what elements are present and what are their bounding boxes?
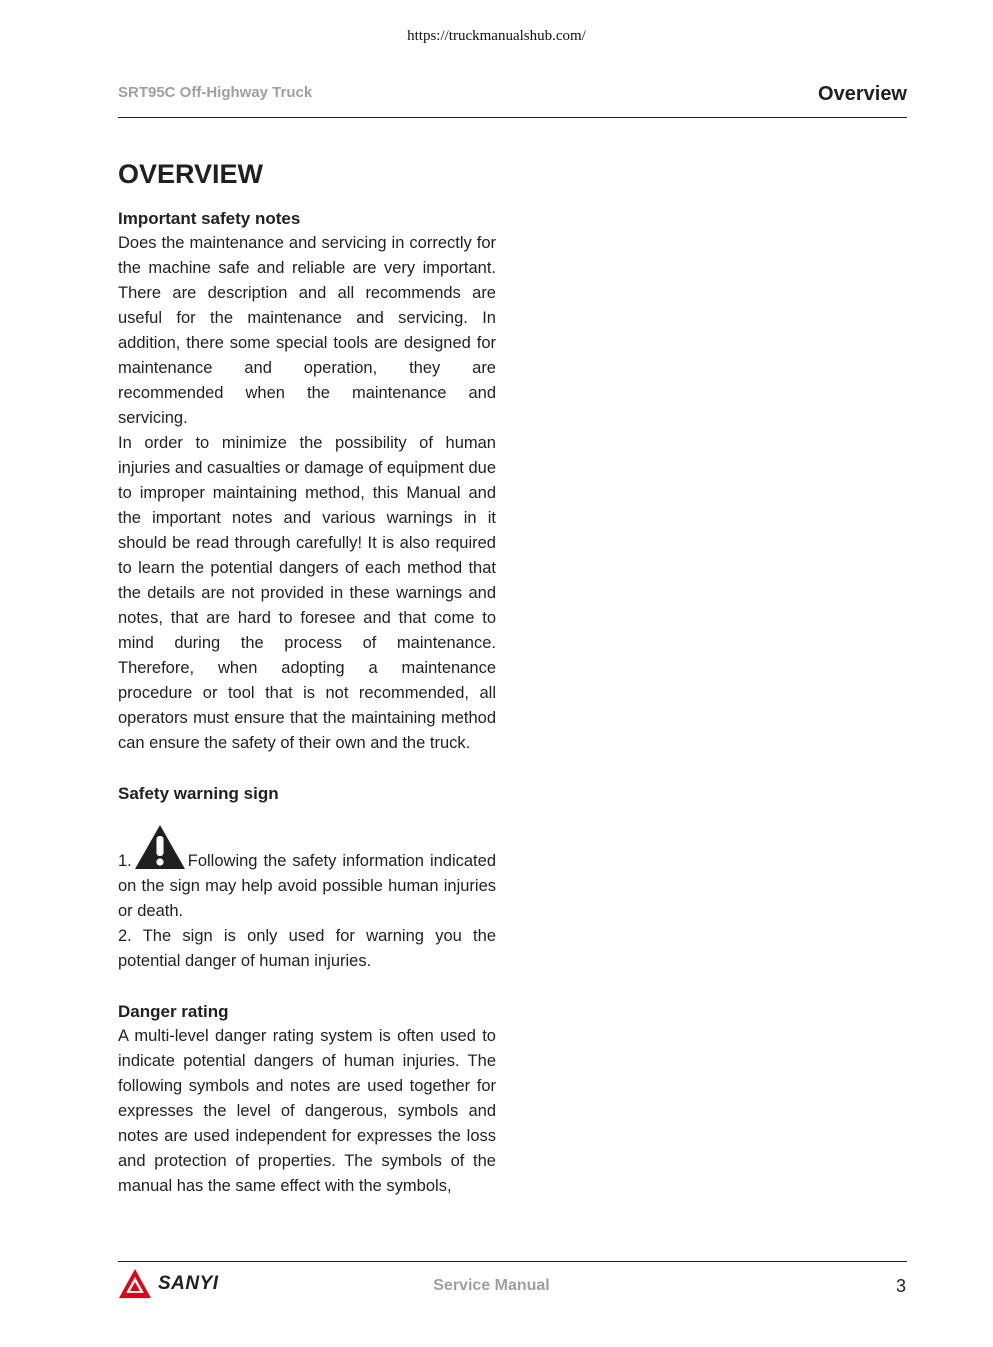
spacer bbox=[118, 756, 496, 781]
header-section: Overview bbox=[818, 83, 907, 105]
warning-triangle-icon bbox=[134, 824, 186, 870]
header-rule bbox=[118, 117, 907, 118]
danger-rating-para: A multi-level danger rating system is often used to indicate potential dangers of human injuries. The following symbols and notes are used together for expresses the level of dangerous, symbols and notes are used independent for expresses the loss and protection of properties. The symbols of the manual has the same effect with the symbols, bbox=[118, 1027, 496, 1195]
main-column bbox=[118, 156, 496, 1199]
footer-rule bbox=[118, 1261, 907, 1262]
safety-notes-heading: Important safety notes bbox=[118, 209, 301, 228]
warning-item-2: 2. The sign is only used for warning you the potential danger of human injuries. bbox=[118, 927, 496, 970]
footer-title: Service Manual bbox=[433, 1277, 550, 1294]
warning-item-1-text: Following the safety information indicated on the sign may help avoid possible human injuries or death. bbox=[118, 852, 496, 920]
warning-item-1 bbox=[118, 824, 496, 924]
warning-sign-heading: Safety warning sign bbox=[118, 784, 279, 803]
danger-rating-heading: Danger rating bbox=[118, 1002, 229, 1021]
page-title: OVERVIEW bbox=[118, 159, 264, 189]
brand-name: SANYI bbox=[158, 1273, 219, 1294]
safety-notes-para-1: Does the maintenance and servicing in correctly for the machine safe and reliable are very important. There are description and all recommends are useful for the maintenance and servicing. In addition, there some special tools are designed for maintenance and operation, they are recommended when the maintenance and servicing. bbox=[118, 234, 496, 427]
header-product: SRT95C Off-Highway Truck bbox=[118, 84, 313, 101]
source-url[interactable]: https://truckmanualshub.com/ bbox=[407, 28, 586, 44]
warning-item-1-number: 1. bbox=[118, 852, 132, 870]
spacer bbox=[118, 974, 496, 999]
page-number: 3 bbox=[895, 1276, 906, 1296]
safety-notes-para-2: In order to minimize the possibility of human injuries and casualties or damage of equipment due to improper maintaining method, this Manual and the important notes and various warnings in it should be read through carefully! It is also required to learn the potential dangers of each method that the details are not provided in these warnings and notes, that are hard to foresee and that come to mind during the process of maintenance. Therefore, when adopting a maintenance procedure or tool that is not recommended, all operators must ensure that the maintaining method can ensure the safety of their own and the truck. bbox=[118, 434, 496, 752]
